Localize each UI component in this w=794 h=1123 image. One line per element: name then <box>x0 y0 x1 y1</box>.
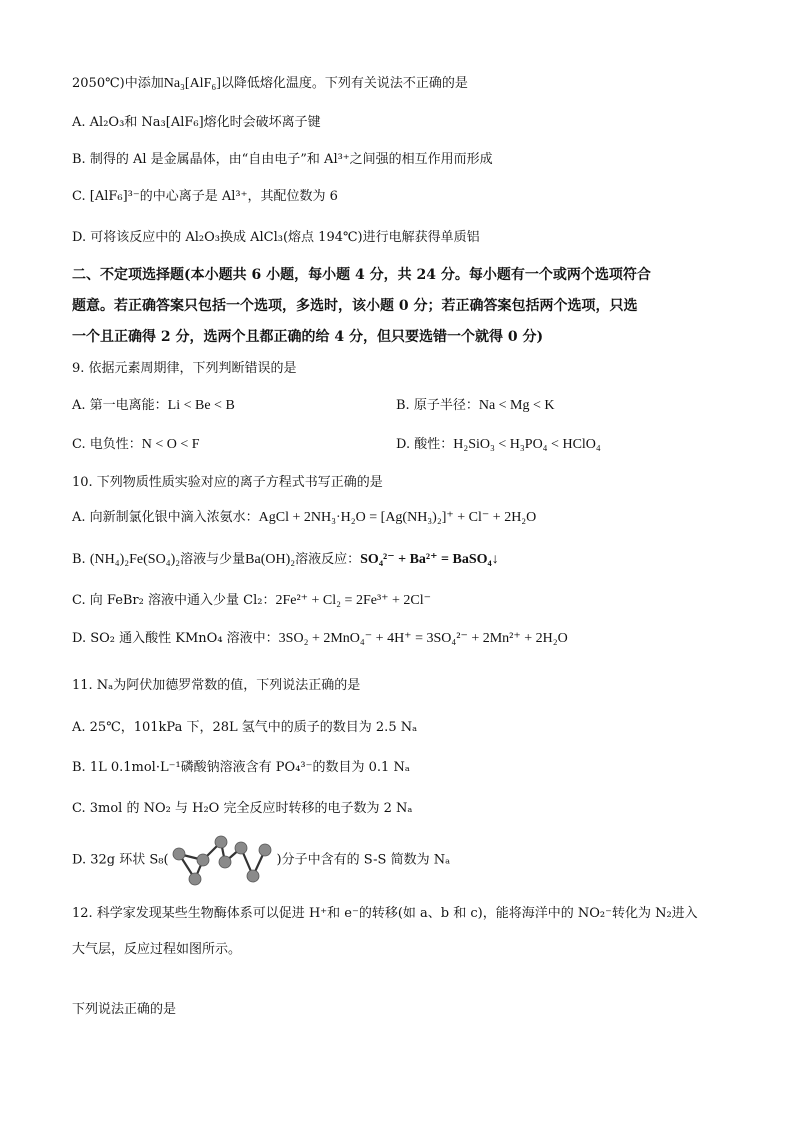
q10-d-label: D. SO₂ 通入酸性 KMnO₄ 溶液中： <box>72 631 279 646</box>
q11-d-post: )分子中含有的 S-S 简数为 Nₐ <box>276 852 451 868</box>
q8-option-b: B. 制得的 Al 是金属晶体，由“自由电子”和 Al³⁺之间强的相互作用而形成 <box>72 152 493 167</box>
q9-row1 <box>72 396 734 416</box>
q8-stem-prefix: 2050℃)中添加 <box>72 76 164 91</box>
q8-stem <box>72 74 734 94</box>
q12-line2: 大气层，反应过程如图所示。 <box>72 942 242 957</box>
q9-d <box>396 435 601 455</box>
q10-option-a <box>72 508 734 528</box>
q8-option-c: C. [AlF₆]³⁻的中心离子是 Al³⁺，其配位数为 6 <box>72 189 338 204</box>
q8-option-d: D. 可将该反应中的 Al₂O₃换成 AlCl₃(熔点 194℃)进行电解获得单质铝 <box>72 230 480 245</box>
q11-stem: 11. Nₐ为阿伏加德罗常数的值，下列说法正确的是 <box>72 678 361 693</box>
q12-line1: 12. 科学家发现某些生物酶体系可以促进 H⁺和 e⁻的转移(如 a、b 和 c)，能将海洋中的 NO₂⁻转化为 N₂进入 <box>72 906 698 921</box>
q11-option-c: C. 3mol 的 NO₂ 与 H₂O 完全反应时转移的电子数为 2 Nₐ <box>72 801 413 816</box>
q9-stem: 9. 依据元素周期律，下列判断错误的是 <box>72 361 297 376</box>
s8-ring-molecule-image <box>169 832 277 888</box>
q10-b-label: B. <box>72 552 90 567</box>
s-atom-4 <box>215 836 227 848</box>
q10-b-reactant: (NH₄)₂Fe(SO₄)₂ <box>89 552 181 567</box>
q8-stem-formula: Na₃[AlF₆] <box>163 76 221 91</box>
s-atom-5 <box>219 856 231 868</box>
q10-stem: 10. 下列物质性质实验对应的离子方程式书写正确的是 <box>72 475 383 490</box>
q8-stem-suffix: 以降低熔化温度。下列有关说法不正确的是 <box>220 76 468 91</box>
section2-line2: 题意。若正确答案只包括一个选项，多选时，该小题 0 分；若正确答案包括两个选项，只选 <box>72 298 638 314</box>
q9-b-formula: Na < Mg < K <box>478 398 555 413</box>
q11-d-pre: D. 32g 环状 S₈( <box>72 852 169 868</box>
q10-c-formula: 2Fe²⁺ + Cl₂ = 2Fe³⁺ + 2Cl⁻ <box>275 593 432 608</box>
q9-c-label: C. 电负性： <box>72 437 142 452</box>
q9-a-formula: Li < Be < B <box>167 398 235 413</box>
s8-ring-svg <box>169 832 277 888</box>
q10-b-mid: 溶液与少量 <box>180 552 246 567</box>
q10-b-mid2: 溶液反应： <box>295 552 361 567</box>
q10-c-label: C. 向 FeBr₂ 溶液中通入少量 Cl₂： <box>72 593 276 608</box>
q12-follow: 下列说法正确的是 <box>72 1002 177 1017</box>
section2-line3: 一个且正确得 2 分，选两个且都正确的给 4 分，但只要选错一个就得 0 分) <box>72 329 544 345</box>
section2-line1: 二、不定项选择题(本小题共 6 小题，每小题 4 分，共 24 分。每小题有一个或两个选项符合 <box>72 267 651 283</box>
q10-b-reagent: Ba(OH)₂ <box>245 552 296 567</box>
s-atom-3 <box>197 854 209 866</box>
s-atom-6 <box>235 842 247 854</box>
q11-option-d <box>72 832 734 888</box>
q9-a-label: A. 第一电离能： <box>72 398 168 413</box>
q8-option-a: A. Al₂O₃和 Na₃[AlF₆]熔化时会破坏离子键 <box>72 115 321 130</box>
q11-option-a: A. 25℃，101kPa 下，28L 氢气中的质子的数目为 2.5 Nₐ <box>72 720 418 735</box>
s-atom-7 <box>247 870 259 882</box>
q9-c-formula: N < O < F <box>141 437 200 452</box>
q11-option-b: B. 1L 0.1mol·L⁻¹磷酸钠溶液含有 PO₄³⁻的数目为 0.1 Nₐ <box>72 760 410 775</box>
q9-b-label: B. 原子半径： <box>396 398 479 413</box>
q10-b-formula: SO₄²⁻ + Ba²⁺ = BaSO₄↓ <box>360 552 499 567</box>
s-atom-8 <box>259 844 271 856</box>
q10-a-formula: AgCl + 2NH₃·H₂O = [Ag(NH₃)₂]⁺ + Cl⁻ + 2H₂O <box>258 510 537 525</box>
q9-d-formula: H₂SiO₃ < H₃PO₄ < HClO₄ <box>453 437 601 452</box>
q9-b <box>396 396 555 416</box>
s-atom-2 <box>189 873 201 885</box>
q9-d-label: D. 酸性： <box>396 437 454 452</box>
q10-option-d <box>72 629 734 649</box>
q10-d-formula: 3SO₂ + 2MnO₄⁻ + 4H⁺ = 3SO₄²⁻ + 2Mn²⁺ + 2H₂O <box>278 631 568 646</box>
q10-option-c <box>72 591 734 611</box>
q10-option-b <box>72 550 734 570</box>
q10-a-label: A. 向新制氯化银中滴入浓氨水： <box>72 510 259 525</box>
s-atom-1 <box>173 848 185 860</box>
q9-row2 <box>72 435 734 455</box>
